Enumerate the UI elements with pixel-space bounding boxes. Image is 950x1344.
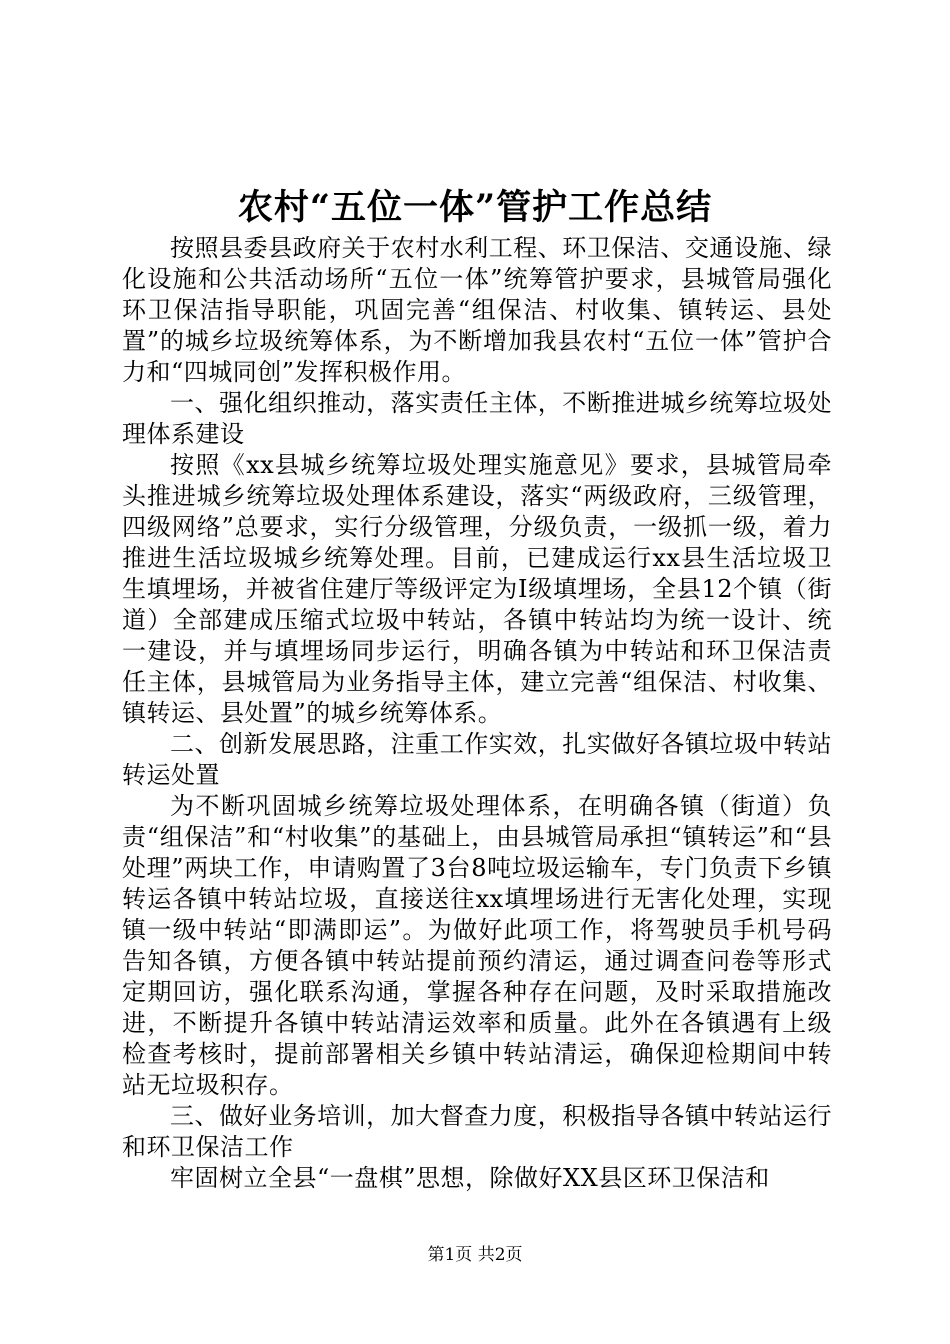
section-heading-3: 三、做好业务培训，加大督查力度，积极指导各镇中转站运行和环卫保洁工作 [122,1102,832,1161]
document-body [122,233,832,1194]
section-heading-1: 一、强化组织推动，落实责任主体，不断推进城乡统筹垃圾处理体系建设 [122,389,832,448]
paragraph-intro: 按照县委县政府关于农村水利工程、环卫保洁、交通设施、绿化设施和公共活动场所“五位一体”统筹管护要求，县城管局强化环卫保洁指导职能，巩固完善“组保洁、村收集、镇转运、县处置”的城乡垃圾统筹体系，为不断增加我县农村“五位一体”管护合力和“四城同创”发挥积极作用。 [122,234,832,386]
section-heading-2: 二、创新发展思路，注重工作实效，扎实做好各镇垃圾中转站转运处置 [122,730,832,789]
paragraph-section-1: 按照《xx县城乡统筹垃圾处理实施意见》要求，县城管局牵头推进城乡统筹垃圾处理体系建设，落实“两级政府，三级管理，四级网络”总要求，实行分级管理，分级负责，一级抓一级，着力推进生活垃圾城乡统筹处理。目前，已建成运行xx县生活垃圾卫生填埋场，并被省住建厅等级评定为Ⅰ级填埋场，全县12个镇（街道）全部建成压缩式垃圾中转站，各镇中转站均为统一设计、统一建设，并与填埋场同步运行，明确各镇为中转站和环卫保洁责任主体，县城管局为业务指导主体，建立完善“组保洁、村收集、镇转运、县处置”的城乡统筹体系。 [122,451,832,727]
page-footer: 第1页 共2页 [427,1245,523,1265]
document-title: 农村“五位一体”管护工作总结 [237,187,713,228]
paragraph-section-2: 为不断巩固城乡统筹垃圾处理体系，在明确各镇（街道）负责“组保洁”和“村收集”的基础上，由县城管局承担“镇转运”和“县处理”两块工作，申请购置了3台8吨垃圾运输车，专门负责下乡镇转运各镇中转站垃圾，直接送往xx填埋场进行无害化处理，实现镇一级中转站“即满即运”。为做好此项工作，将驾驶员手机号码告知各镇，方便各镇中转站提前预约清运，通过调查问卷等形式定期回访，强化联系沟通，掌握各种存在问题，及时采取措施改进，不断提升各镇中转站清运效率和质量。此外在各镇遇有上级检查考核时，提前部署相关乡镇中转站清运，确保迎检期间中转站无垃圾积存。 [122,792,832,1099]
paragraph-section-3: 牢固树立全县“一盘棋”思想，除做好XX县区环卫保洁和 [170,1164,770,1192]
